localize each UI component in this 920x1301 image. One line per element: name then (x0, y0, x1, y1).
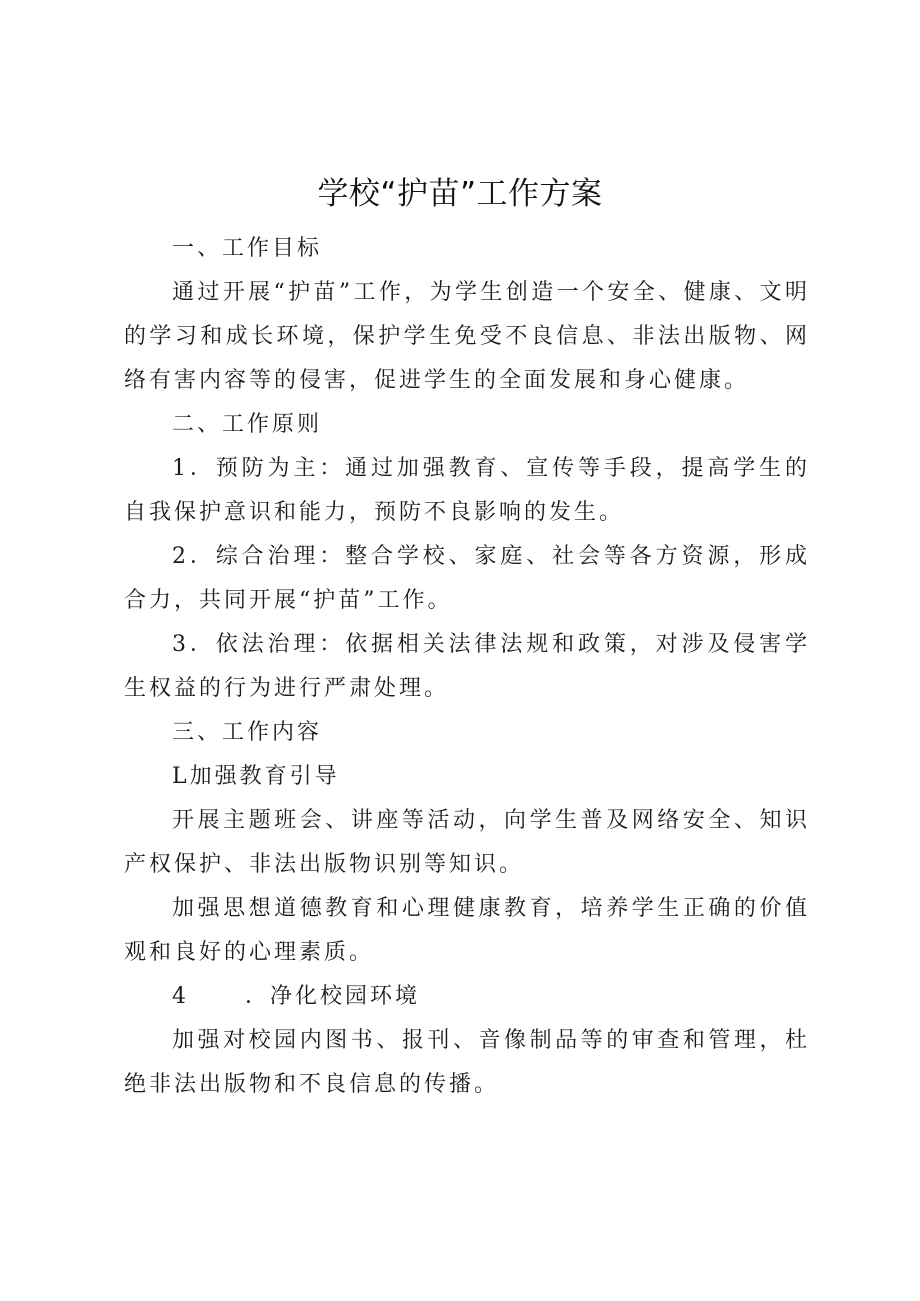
document-body (124, 227, 810, 1107)
paragraph-education-2: 加强思想道德教育和心理健康教育，培养学生正确的价值观和良好的心理素质。 (124, 896, 810, 965)
subheading-environment (124, 975, 810, 1019)
document-title: 学校“护苗”工作方案 (317, 176, 603, 212)
paragraph-principle-1: 1．预防为主：通过加强教育、宣传等手段，提高学生的自我保护意识和能力，预防不良影响的发生。 (124, 456, 810, 525)
paragraph-principle-3: 3．依法治理：依据相关法律法规和政策，对涉及侵害学生权益的行为进行严肃处理。 (124, 632, 810, 701)
paragraph-environment: 加强对校园内图书、报刊、音像制品等的审查和管理，杜绝非法出版物和不良信息的传播。 (124, 1028, 810, 1097)
item-number: 4 (172, 984, 189, 1009)
section-heading-goals: 一、工作目标 (172, 236, 323, 261)
paragraph-education-1: 开展主题班会、讲座等活动，向学生普及网络安全、知识产权保护、非法出版物识别等知识。 (124, 808, 810, 877)
item-label: ．净化校园环境 (245, 984, 421, 1009)
paragraph-goals: 通过开展“护苗”工作，为学生创造一个安全、健康、文明的学习和成长环境，保护学生免受不良信息、非法出版物、网络有害内容等的侵害，促进学生的全面发展和身心健康。 (124, 280, 810, 393)
subheading-education: L加强教育引导 (172, 764, 340, 789)
section-heading-principles: 二、工作原则 (172, 412, 323, 437)
section-heading-content: 三、工作内容 (172, 720, 323, 745)
paragraph-principle-2: 2．综合治理：整合学校、家庭、社会等各方资源，形成合力，共同开展“护苗”工作。 (124, 544, 810, 613)
